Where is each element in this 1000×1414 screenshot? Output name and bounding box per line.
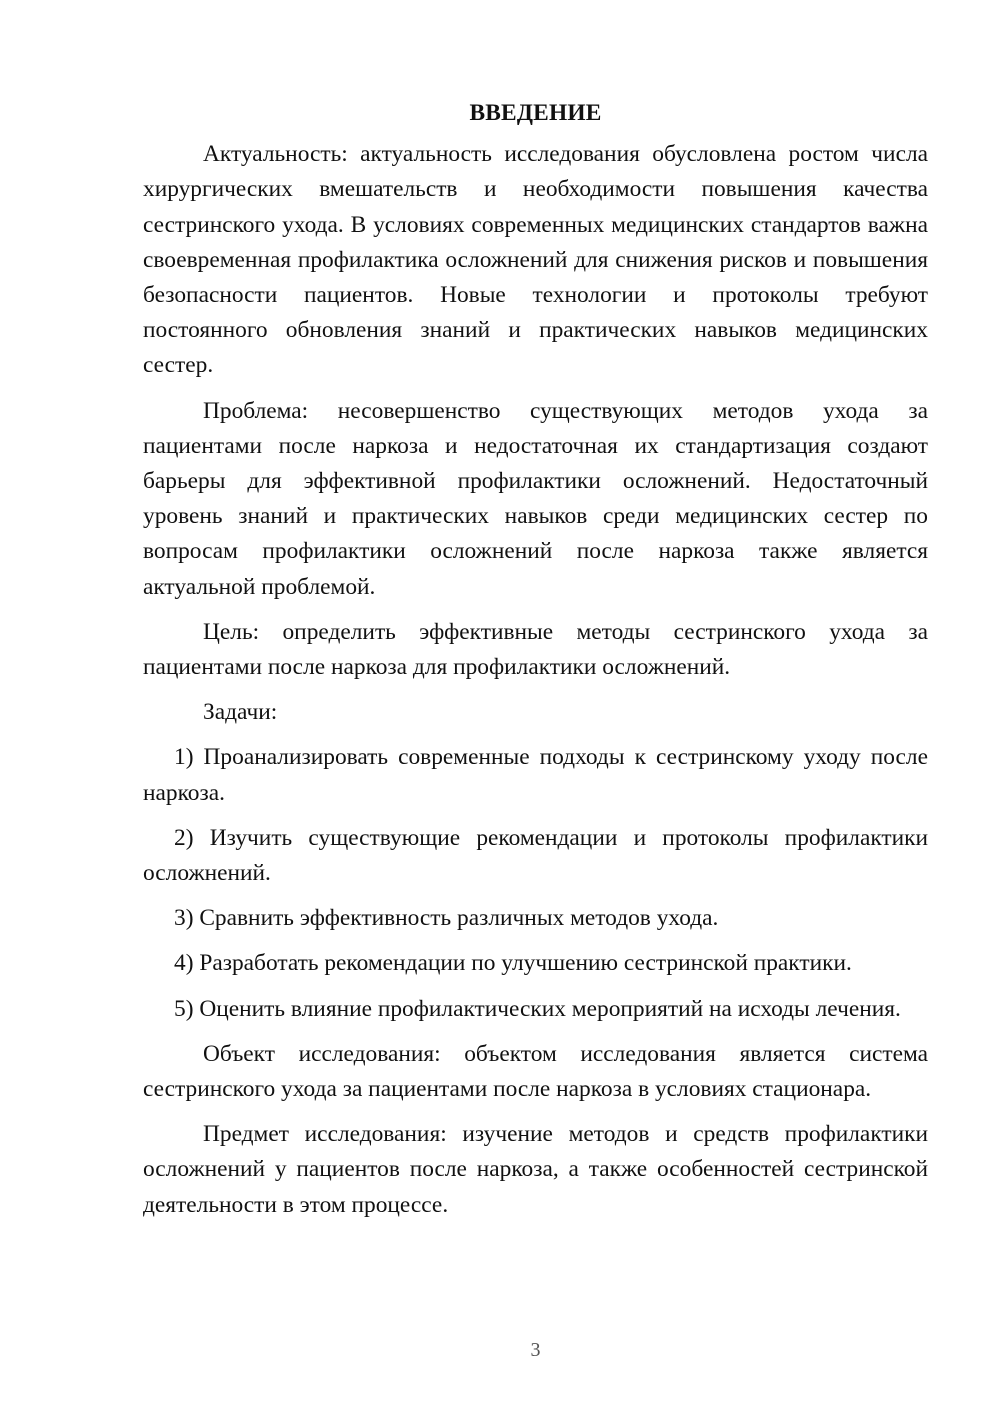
tasks-heading: Задачи: xyxy=(203,699,278,726)
page-number: 3 xyxy=(530,1339,541,1361)
problem-paragraph: Проблема: несовершенство существующих методов ухода за пациентами после наркоза и недостаточная их стандартизация создают барьеры для эффективной профилактики осложнений. Недостаточный уровень знаний и практических навыков среди медицинских сестер по вопросам профилактики осложнений после наркоза также является актуальной проблемой. xyxy=(143,397,928,600)
task-item: 5) Оценить влияние профилактических мероприятий на исходы лечения. xyxy=(174,995,901,1022)
task-item: 3) Сравнить эффективность различных методов ухода. xyxy=(174,905,719,932)
section-title: ВВЕДЕНИЕ xyxy=(469,100,602,126)
goal-paragraph: Цель: определить эффективные методы сестринского ухода за пациентами после наркоза для профилактики осложнений. xyxy=(143,618,928,681)
research-object-paragraph: Объект исследования: объектом исследования является система сестринского ухода за пациентами после наркоза в условиях стационара. xyxy=(143,1040,928,1103)
relevance-paragraph: Актуальность: актуальность исследования обусловлена ростом числа хирургических вмешательств и необходимости повышения качества сестринского ухода. В условиях современных медицинских стандартов важна своевременная профилактика осложнений для снижения рисков и повышения безопасности пациентов. Новые технологии и протоколы требуют постоянного обновления знаний и практических навыков медицинских сестер. xyxy=(143,141,928,379)
task-item: 1) Проанализировать современные подходы к сестринскому уходу после наркоза. xyxy=(143,744,928,806)
task-item: 2) Изучить существующие рекомендации и протоколы профилактики осложнений. xyxy=(143,824,928,887)
document-body xyxy=(143,96,928,1233)
research-subject-paragraph: Предмет исследования: изучение методов и средств профилактики осложнений у пациентов после наркоза, а также особенностей сестринской деятельности в этом процессе. xyxy=(143,1121,928,1218)
task-item: 4) Разработать рекомендации по улучшению сестринской практики. xyxy=(174,950,852,977)
